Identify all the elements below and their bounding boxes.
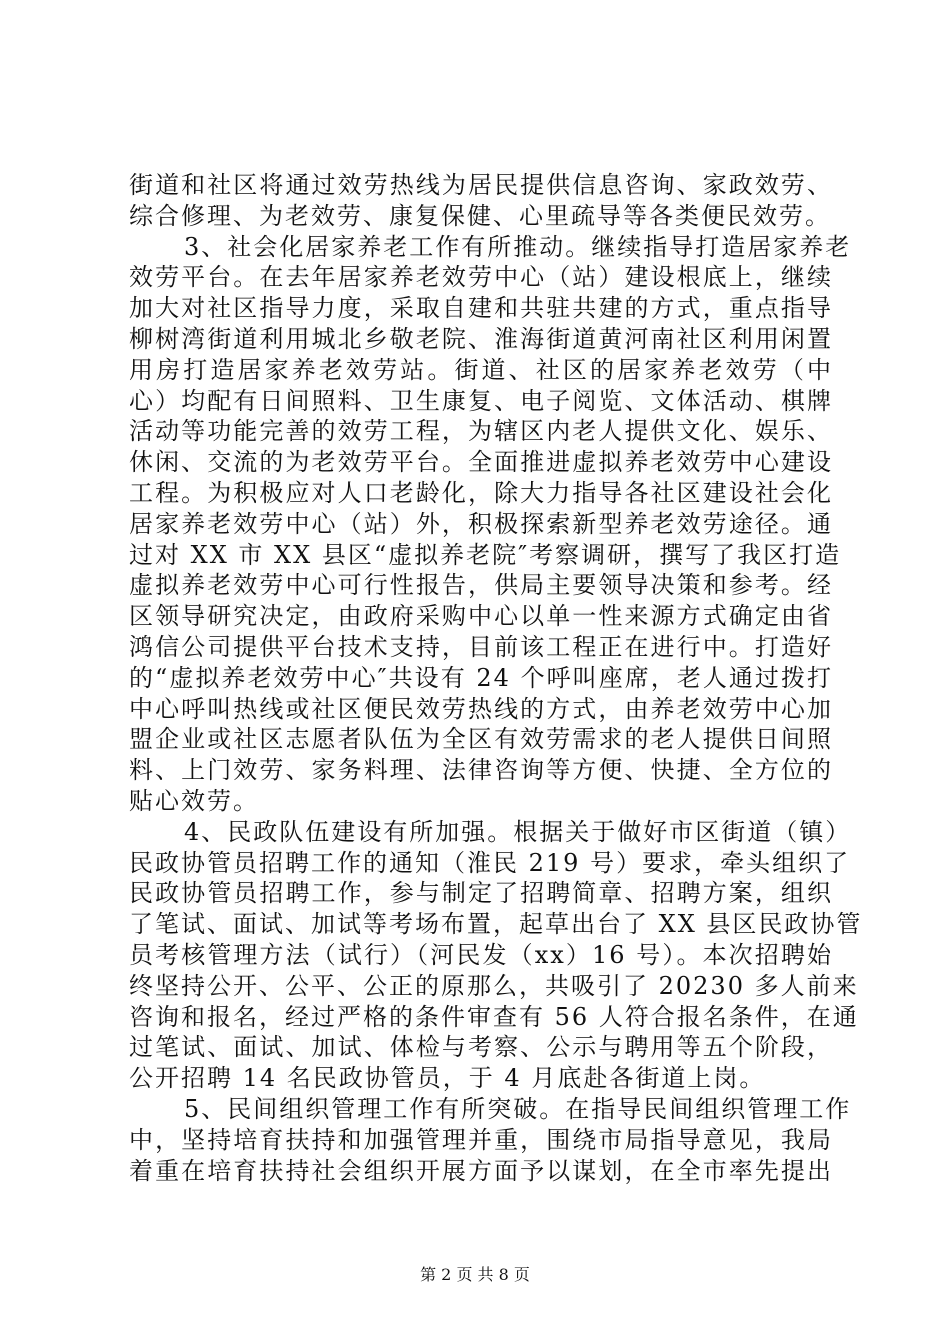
text-line: 居家养老效劳中心（站）外，积极探索新型养老效劳途径。通 — [129, 509, 833, 538]
text-line: 活动等功能完善的效劳工程，为辖区内老人提供文化、娱乐、 — [129, 417, 833, 446]
text-line: 盟企业或社区志愿者队伍为全区有效劳需求的老人提供日间照 — [129, 725, 833, 754]
text-line: 咨询和报名，经过严格的条件审查有 56 人符合报名条件，在通 — [129, 1002, 859, 1031]
text-line: 过笔试、面试、加试、体检与考察、公示与聘用等五个阶段， — [129, 1033, 833, 1062]
text-line: 了笔试、面试、加试等考场布置，起草出台了 XX 县区民政协管 — [129, 910, 863, 939]
text-line: 公开招聘 14 名民政协管员，于 4 月底赴各街道上岗。 — [129, 1064, 766, 1093]
text-line: 的“虚拟养老效劳中心″共设有 24 个呼叫座席，老人通过拨打 — [129, 663, 833, 692]
text-line: 4、民政队伍建设有所加强。根据关于做好市区街道（镇） — [184, 817, 852, 846]
text-line: 加大对社区指导力度，采取自建和共驻共建的方式，重点指导 — [129, 294, 833, 323]
text-line: 民政协管员招聘工作，参与制定了招聘简章、招聘方案，组织 — [129, 879, 833, 908]
text-line: 用房打造居家养老效劳站。街道、社区的居家养老效劳（中 — [129, 355, 833, 384]
text-line: 虚拟养老效劳中心可行性报告，供局主要领导决策和参考。经 — [129, 571, 833, 600]
text-line: 工程。为积极应对人口老龄化，除大力指导各社区建设社会化 — [129, 478, 833, 507]
text-line: 民政协管员招聘工作的通知（淮民 219 号）要求，牵头组织了 — [129, 848, 851, 877]
text-line: 着重在培育扶持社会组织开展方面予以谋划，在全市率先提出 — [129, 1156, 833, 1185]
text-line: 综合修理、为老效劳、康复保健、心里疏导等各类便民效劳。 — [129, 201, 831, 230]
text-line: 过对 XX 市 XX 县区“虚拟养老院″考察调研，撰写了我区打造 — [129, 540, 842, 569]
text-line: 街道和社区将通过效劳热线为居民提供信息咨询、家政效劳、 — [129, 171, 833, 199]
text-line: 终坚持公开、公平、公正的原那么，共吸引了 20230 多人前来 — [129, 971, 859, 1000]
text-line: 休闲、交流的为老效劳平台。全面推进虚拟养老效劳中心建设 — [129, 448, 833, 477]
document-body — [129, 170, 863, 1186]
text-line: 鸿信公司提供平台技术支持，目前该工程正在进行中。打造好 — [129, 632, 833, 661]
text-line: 料、上门效劳、家务料理、法律咨询等方便、快捷、全方位的 — [129, 756, 833, 785]
text-line: 区领导研究决定，由政府采购中心以单一性来源方式确定由省 — [129, 602, 833, 631]
page-footer: 第 2 页 共 8 页 — [420, 1265, 530, 1284]
text-line: 中心呼叫热线或社区便民效劳热线的方式，由养老效劳中心加 — [129, 694, 833, 723]
text-line: 效劳平台。在去年居家养老效劳中心（站）建设根底上，继续 — [129, 263, 833, 292]
text-line: 贴心效劳。 — [129, 786, 259, 815]
text-line: 员考核管理方法（试行）（河民发（xx）16 号）。本次招聘始 — [129, 940, 833, 969]
text-line: 5、民间组织管理工作有所突破。在指导民间组织管理工作 — [184, 1094, 852, 1123]
text-line: 柳树湾街道利用城北乡敬老院、淮海街道黄河南社区利用闲置 — [129, 324, 833, 353]
text-line: 中，坚持培育扶持和加强管理并重，围绕市局指导意见，我局 — [129, 1125, 833, 1154]
text-line: 心）均配有日间照料、卫生康复、电子阅览、文体活动、棋牌 — [129, 386, 833, 415]
text-line: 3、社会化居家养老工作有所推动。继续指导打造居家养老 — [184, 232, 852, 261]
